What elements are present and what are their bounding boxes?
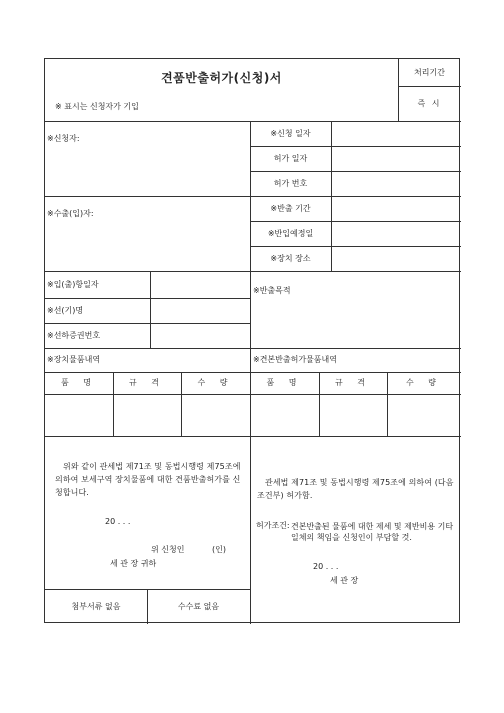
rule-goods-title	[45, 372, 461, 373]
apply-date-field[interactable]	[332, 122, 460, 146]
permit-number-label: 허가 번호	[273, 179, 308, 188]
export-period-label: ※반출 기간	[270, 204, 311, 213]
sample-qty-cell[interactable]	[388, 395, 460, 436]
export-purpose-field[interactable]	[251, 299, 460, 348]
application-addressee: 세 관 장 귀하	[110, 559, 157, 568]
port-date-field[interactable]	[151, 272, 249, 298]
stored-col-spec: 규 격	[129, 378, 165, 387]
fee-note: 수수료 없음	[177, 602, 220, 611]
applicant-label: ※신청자:	[47, 134, 80, 143]
stored-goods-label: ※장치물품내역	[47, 355, 101, 364]
vessel-name-field[interactable]	[151, 299, 249, 323]
bl-number-label: ※선하증권번호	[47, 331, 101, 340]
stored-col-name: 품 명	[61, 378, 97, 387]
rule-processing	[398, 86, 461, 87]
sample-col-qty: 수 량	[406, 378, 442, 387]
rule-transport-bottom	[45, 348, 461, 349]
port-date-label: ※입(출)항일자	[47, 280, 99, 289]
form-note: ※ 표시는 신청자가 기입	[55, 102, 139, 111]
export-period-field[interactable]	[332, 197, 460, 221]
exporter-label: ※수출(입)자:	[47, 209, 94, 218]
storage-location-field[interactable]	[332, 247, 460, 271]
sample-export-permit-form	[44, 58, 460, 623]
permit-condition-label: 허가조건:	[256, 521, 290, 530]
applicant-signature-label: 위 신청인	[151, 545, 185, 554]
sample-goods-label: ※견본반출허가물품내역	[253, 355, 337, 364]
processing-period-value: 즉 시	[417, 99, 442, 108]
sample-spec-cell[interactable]	[320, 395, 387, 436]
rule-goods-bottom	[45, 436, 461, 437]
rule-v-center	[250, 121, 251, 624]
stored-qty-cell[interactable]	[182, 395, 250, 436]
application-date: 20 . . .	[105, 517, 131, 526]
permit-statement: 관세법 제71조 및 동법시행령 제75조에 의하여 (다음 조건부) 허가함.	[257, 478, 454, 500]
reimport-date-label: ※반입예정일	[267, 229, 314, 238]
permit-date-field[interactable]	[332, 147, 460, 171]
application-statement: 위와 같이 관세법 제71조 및 동법시행령 제75조에 의하여 보세구역 장치물품에 대한 견품반출허가를 신청합니다.	[55, 462, 241, 497]
permit-condition-text: 견본반출된 물품에 대한 제세 및 제반비용 기타 일체의 책임을 신청인이 부담할 것.	[291, 522, 454, 542]
apply-date-label: ※신청 일자	[270, 129, 311, 138]
form-title: 견품반출허가(신청)서	[161, 71, 282, 85]
attachments-note: 첨부서류 없음	[71, 602, 121, 611]
sample-col-name: 품 명	[266, 378, 303, 387]
sample-col-spec: 규 격	[335, 378, 371, 387]
stored-col-qty: 수 량	[197, 378, 234, 387]
export-purpose-label: ※반출목적	[253, 286, 291, 295]
permit-date-label: 허가 일자	[273, 154, 308, 163]
permit-date: 20 . . .	[313, 562, 339, 571]
rule-exporter-bottom	[45, 271, 461, 272]
stored-name-cell[interactable]	[46, 395, 113, 436]
permit-number-field[interactable]	[332, 172, 460, 196]
stored-spec-cell[interactable]	[114, 395, 181, 436]
bl-number-field[interactable]	[151, 324, 249, 348]
storage-location-label: ※장치 장소	[270, 254, 311, 263]
permit-issuer: 세 관 장	[330, 576, 359, 585]
processing-period-label: 처리기간	[414, 68, 445, 77]
sample-name-cell[interactable]	[251, 395, 319, 436]
seal-mark: (인)	[212, 545, 226, 554]
vessel-name-label: ※선(기)명	[47, 306, 84, 315]
reimport-date-field[interactable]	[332, 222, 460, 246]
